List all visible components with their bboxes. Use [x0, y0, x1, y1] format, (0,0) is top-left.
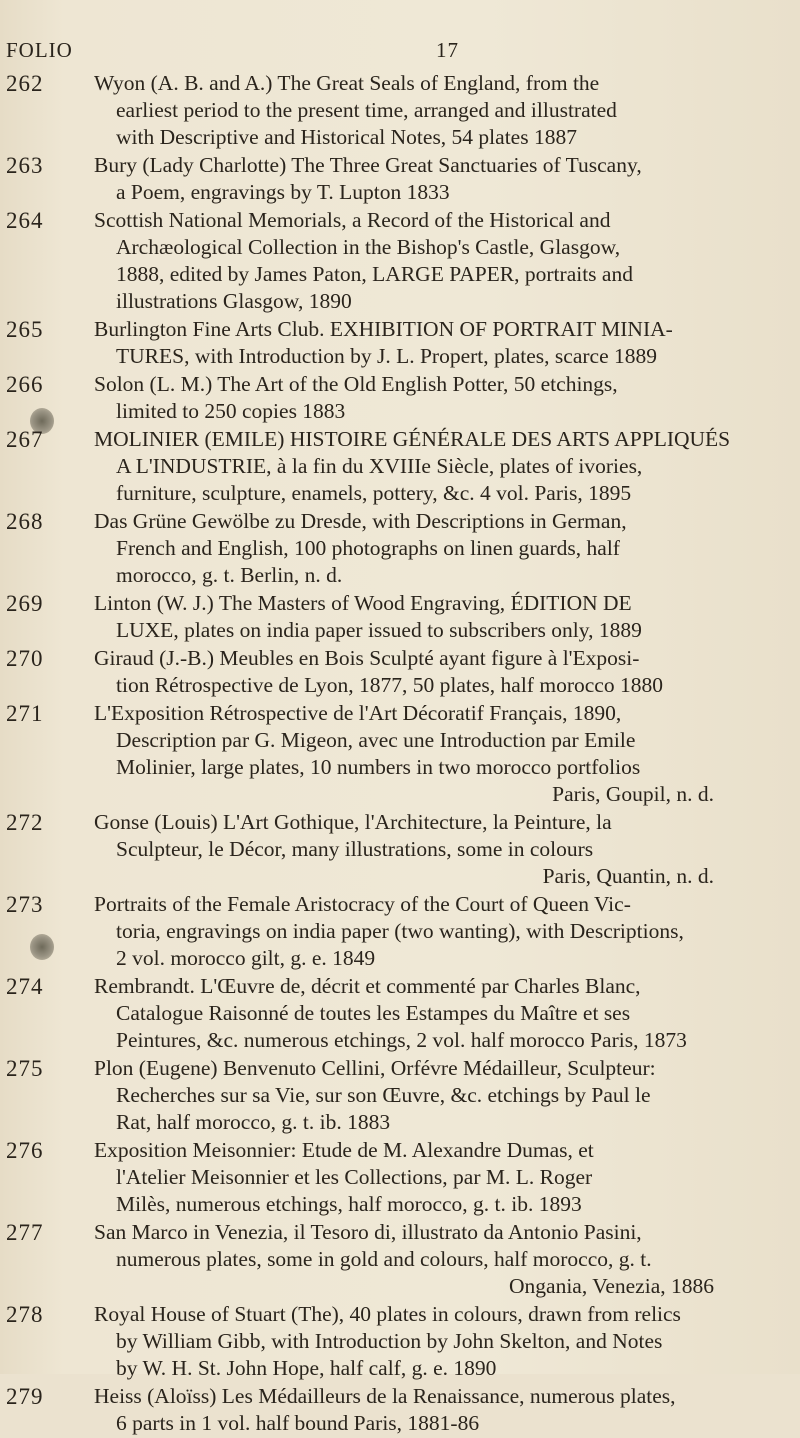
entry-line: Gonse (Louis) L'Art Gothique, l'Architecture, la Peinture, la: [94, 810, 612, 834]
lot-number: 268: [6, 509, 44, 534]
entry-description: [94, 809, 714, 890]
entry-line: 2 vol. morocco gilt, g. e. 1849: [116, 946, 376, 970]
entry-description: [94, 700, 714, 808]
entry-line: Description par G. Migeon, avec une Introduction par Emile: [116, 728, 636, 752]
entry-line: by William Gibb, with Introduction by John Skelton, and Notes: [116, 1329, 663, 1353]
entry-description: [94, 426, 731, 507]
entry-line: A L'INDUSTRIE, à la fin du XVIIIe Siècle, plates of ivories,: [116, 454, 643, 478]
catalogue-entry: [0, 1137, 800, 1218]
lot-number: 271: [6, 701, 44, 726]
lot-number: 262: [6, 71, 44, 96]
entry-line: a Poem, engravings by T. Lupton 1833: [116, 180, 450, 204]
lot-number: 277: [6, 1220, 44, 1245]
entry-line: earliest period to the present time, arranged and illustrated: [116, 98, 617, 122]
entry-line: Ongania, Venezia, 1886: [509, 1274, 714, 1298]
entry-line: Archæological Collection in the Bishop's Castle, Glasgow,: [116, 235, 621, 259]
entry-line: MOLINIER (EMILE) HISTOIRE GÉNÉRALE DES ARTS APPLIQUÉS: [94, 427, 731, 451]
entry-line: by W. H. St. John Hope, half calf, g. e. 1890: [116, 1356, 497, 1380]
entry-line: Rat, half morocco, g. t. ib. 1883: [116, 1110, 391, 1134]
entry-description: [94, 371, 714, 425]
entry-description: [94, 316, 714, 370]
entry-line: Exposition Meisonnier: Etude de M. Alexandre Dumas, et: [94, 1138, 594, 1162]
entry-description: [94, 1301, 714, 1382]
entry-line: Scottish National Memorials, a Record of the Historical and: [94, 208, 611, 232]
entry-line: Paris, Quantin, n. d.: [542, 864, 714, 888]
lot-number: 273: [6, 892, 44, 917]
catalogue-entry: [0, 316, 800, 370]
lot-number: 263: [6, 153, 44, 178]
entry-line: with Descriptive and Historical Notes, 54 plates 1887: [116, 125, 577, 149]
entry-line: Wyon (A. B. and A.) The Great Seals of England, from the: [94, 71, 600, 95]
lot-number: 274: [6, 974, 44, 999]
entry-line: illustrations Glasgow, 1890: [116, 289, 352, 313]
entry-line: toria, engravings on india paper (two wanting), with Descriptions,: [116, 919, 684, 943]
entry-line: LUXE, plates on india paper issued to subscribers only, 1889: [116, 618, 642, 642]
entry-line: 6 parts in 1 vol. half bound Paris, 1881-86: [116, 1411, 480, 1435]
lot-number: 265: [6, 317, 44, 342]
lot-number: 276: [6, 1138, 44, 1163]
page-header: [0, 38, 800, 68]
page-number: 17: [436, 38, 459, 62]
entry-line: Solon (L. M.) The Art of the Old English Potter, 50 etchings,: [94, 372, 618, 396]
entry-description: [94, 1383, 714, 1437]
lot-number: 278: [6, 1302, 44, 1327]
entry-line: Catalogue Raisonné de toutes les Estampes du Maître et ses: [116, 1001, 631, 1025]
entry-line: Heiss (Aloïss) Les Médailleurs de la Renaissance, numerous plates,: [94, 1384, 676, 1408]
catalogue-entries: [0, 70, 800, 1438]
entry-description: [94, 1055, 714, 1136]
catalogue-entry: [0, 426, 800, 507]
entry-line: Giraud (J.-B.) Meubles en Bois Sculpté ayant figure à l'Exposi-: [94, 646, 640, 670]
entry-description: [94, 891, 714, 972]
catalogue-entry: [0, 152, 800, 206]
entry-line: tion Rétrospective de Lyon, 1877, 50 plates, half morocco 1880: [116, 673, 663, 697]
entry-line: San Marco in Venezia, il Tesoro di, illustrato da Antonio Pasini,: [94, 1220, 642, 1244]
entry-line: morocco, g. t. Berlin, n. d.: [116, 563, 343, 587]
catalogue-entry: [0, 371, 800, 425]
catalogue-entry: [0, 973, 800, 1054]
catalogue-entry: [0, 809, 800, 890]
entry-description: [94, 973, 714, 1054]
catalogue-entry: [0, 207, 800, 315]
entry-line: Peintures, &c. numerous etchings, 2 vol. half morocco Paris, 1873: [116, 1028, 687, 1052]
entry-line: Das Grüne Gewölbe zu Dresde, with Descriptions in German,: [94, 509, 627, 533]
lot-number: 267: [6, 427, 44, 452]
catalogue-entry: [0, 700, 800, 808]
lot-number: 264: [6, 208, 44, 233]
lot-number: 270: [6, 646, 44, 671]
lot-number: 266: [6, 372, 44, 397]
catalogue-entry: [0, 590, 800, 644]
catalogue-entry: [0, 508, 800, 589]
entry-line: L'Exposition Rétrospective de l'Art Décoratif Français, 1890,: [94, 701, 622, 725]
entry-description: [94, 1137, 714, 1218]
entry-line: Bury (Lady Charlotte) The Three Great Sanctuaries of Tuscany,: [94, 153, 642, 177]
entry-description: [94, 1219, 714, 1300]
entry-line: Royal House of Stuart (The), 40 plates in colours, drawn from relics: [94, 1302, 681, 1326]
entry-line: Paris, Goupil, n. d.: [552, 782, 714, 806]
entry-line: TURES, with Introduction by J. L. Propert, plates, scarce 1889: [116, 344, 657, 368]
lot-number: 275: [6, 1056, 44, 1081]
lot-number: 269: [6, 591, 44, 616]
entry-description: [94, 508, 714, 589]
catalogue-entry: [0, 645, 800, 699]
entry-description: [94, 590, 714, 644]
entry-line: Plon (Eugene) Benvenuto Cellini, Orfévre Médailleur, Sculpteur:: [94, 1056, 656, 1080]
catalogue-entry: [0, 1055, 800, 1136]
entry-description: [94, 70, 714, 151]
entry-line: Linton (W. J.) The Masters of Wood Engraving, ÉDITION DE: [94, 591, 632, 615]
entry-line: Milès, numerous etchings, half morocco, g. t. ib. 1893: [116, 1192, 582, 1216]
entry-line: French and English, 100 photographs on linen guards, half: [116, 536, 620, 560]
entry-line: Burlington Fine Arts Club. EXHIBITION OF PORTRAIT MINIA-: [94, 317, 673, 341]
entry-line: numerous plates, some in gold and colours, half morocco, g. t.: [116, 1247, 652, 1271]
entry-line: furniture, sculpture, enamels, pottery, &c. 4 vol. Paris, 1895: [116, 481, 632, 505]
entry-line: limited to 250 copies 1883: [116, 399, 346, 423]
entry-description: [94, 207, 714, 315]
entry-line: Sculpteur, le Décor, many illustrations, some in colours: [116, 837, 594, 861]
catalogue-entry: [0, 1383, 800, 1437]
entry-line: 1888, edited by James Paton, LARGE PAPER, portraits and: [116, 262, 633, 286]
entry-line: Molinier, large plates, 10 numbers in two morocco portfolios: [116, 755, 641, 779]
lot-number: 272: [6, 810, 44, 835]
catalogue-entry: [0, 70, 800, 151]
catalogue-entry: [0, 1301, 800, 1382]
entry-line: l'Atelier Meisonnier et les Collections, par M. L. Roger: [116, 1165, 593, 1189]
entry-line: Recherches sur sa Vie, sur son Œuvre, &c. etchings by Paul le: [116, 1083, 651, 1107]
entry-line: Portraits of the Female Aristocracy of the Court of Queen Vic-: [94, 892, 631, 916]
folio-label: FOLIO: [6, 38, 73, 62]
entry-line: Rembrandt. L'Œuvre de, décrit et commenté par Charles Blanc,: [94, 974, 641, 998]
lot-number: 279: [6, 1384, 44, 1409]
entry-description: [94, 645, 714, 699]
catalogue-entry: [0, 1219, 800, 1300]
catalogue-entry: [0, 891, 800, 972]
entry-description: [94, 152, 714, 206]
